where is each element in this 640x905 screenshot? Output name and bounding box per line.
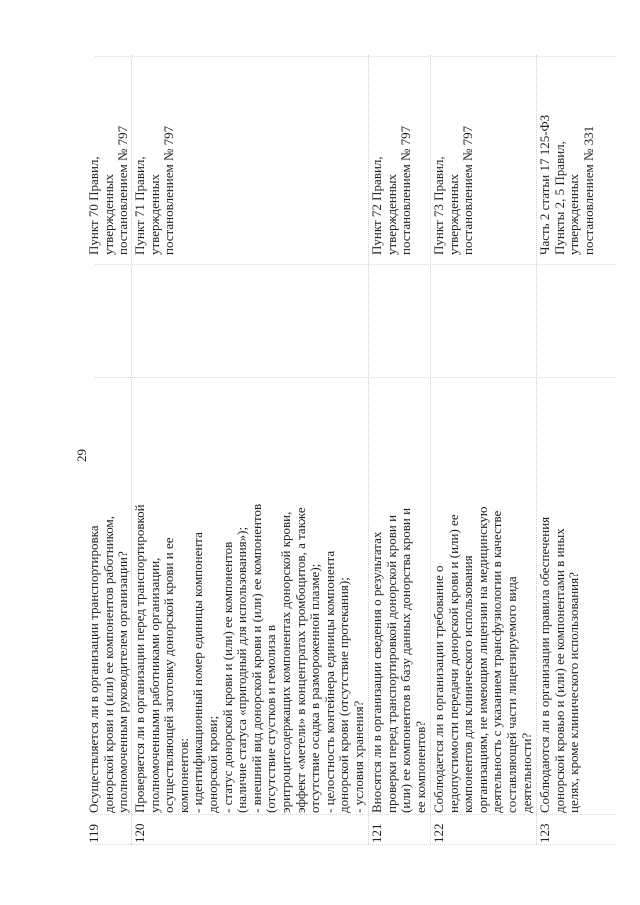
row-question: Соблюдаются ли в организации правила обеспечения донорской кровью и (или) ее компонентами в иных целях, кроме клинического использования? — [537, 516, 582, 813]
row-legal-reference: Пункт 72 Правил, утвержденных постановлением № 797 — [369, 125, 414, 255]
row-question: Вносятся ли в организации сведения о результатах проверки перед транспортировкой донорской крови и (или) ее компонентов в базу данных донорства крови и ее компонентов? — [369, 507, 428, 813]
row-question: Осуществляется ли в организации транспортировка донорской крови и (или) ее компонентов работником, уполномоченным руководителем организации? — [86, 515, 131, 813]
page-number: 29 — [74, 449, 89, 462]
row-number: 122 — [431, 823, 446, 843]
row-number: 121 — [369, 823, 384, 843]
row-legal-reference: Часть 2 статьи 17 125-ФЗ Пункты 2, 5 Правил, утвержденных постановлением № 331 — [537, 114, 596, 255]
row-number: 120 — [132, 823, 147, 843]
row-number: 123 — [537, 823, 552, 843]
row-question: Проверяется ли в организации перед транспортировкой уполномоченными работниками организации, осуществляющей заготовку донорской крови и ее компонентов: - идентификационный номер единицы компонента донорской крови; - статус донорской крови и (или) ее компонентов (наличие статуса «пригодный для использования»); - внешний вид донорской крови и (или) ее компонентов (отсутствие сгустков и гемолиза в эритроцитсодержащих компонентах донорской крови, эффект «метели» в концентратах тромбоцитов, а также отсутствие осадка в размороженной плазме); - целостность контейнера единицы компонента донорской крови (отсутствие протекания); - условия хранения? — [132, 503, 366, 813]
row-legal-reference: Пункт 70 Правил, утвержденных постановлением № 797 — [86, 125, 131, 255]
table-column-rule — [95, 264, 615, 265]
row-number: 119 — [86, 823, 101, 843]
row-legal-reference: Пункт 71 Правил, утвержденных постановлением № 797 — [132, 125, 177, 255]
row-question: Соблюдается ли в организации требование о недопустимости передачи донорской крови и (или) ее компонентов для клинического использования организациям, не имеющим лицензии на медицинскую деятельность с указанием трансфузиологии в качестве составляющей части лицензируемого вида деятельности? — [431, 506, 534, 813]
table-column-rule — [95, 844, 615, 845]
row-legal-reference: Пункт 73 Правил, утвержденных постановлением № 797 — [431, 125, 476, 255]
table-column-rule — [95, 814, 615, 815]
table-column-rule — [95, 56, 615, 57]
table-column-rule — [95, 377, 615, 378]
